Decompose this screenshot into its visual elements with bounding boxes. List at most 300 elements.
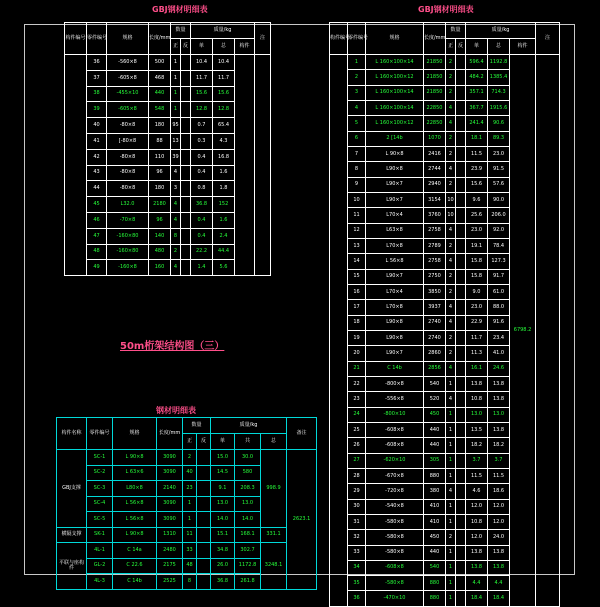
mass-total-cell: 11.7 [213, 70, 235, 86]
mass-unit-cell: 4.4 [466, 576, 488, 591]
part-no-cell: 22 [348, 376, 366, 391]
spec-cell: L 160×100×14 [366, 55, 424, 70]
table1 [64, 22, 271, 276]
header-note: 备注 [287, 418, 317, 450]
qty-a-cell: 4 [446, 361, 456, 376]
length-cell: 548 [149, 102, 171, 118]
spec-cell: L80×8 [113, 481, 157, 497]
qty-b-cell [456, 284, 466, 299]
mass-total-cell: 88.0 [488, 300, 510, 315]
mass-unit-cell: 18.1 [466, 131, 488, 146]
length-cell: 480 [149, 244, 171, 260]
qty-a-cell: 1 [446, 407, 456, 422]
qty-a-cell: 13 [171, 133, 181, 149]
spec-cell: L90×7 [366, 269, 424, 284]
header-mass: 质量/kg [211, 418, 287, 434]
length-cell: 3937 [424, 300, 446, 315]
qty-a-cell: 1 [171, 86, 181, 102]
mass-unit-cell: 11.3 [466, 346, 488, 361]
spec-cell: -160×80 [107, 244, 149, 260]
part-no-cell: SC-4 [87, 496, 113, 512]
mass-unit-cell: 12.8 [191, 102, 213, 118]
length-cell: 450 [424, 530, 446, 545]
part-no-cell: 21 [348, 361, 366, 376]
part-no-cell: 9 [348, 177, 366, 192]
mass-unit-cell: 23.0 [466, 300, 488, 315]
qty-a-cell: 10 [446, 192, 456, 207]
spec-cell: -80×8 [107, 149, 149, 165]
mass-unit-cell: 14.0 [211, 512, 235, 528]
qty-a-cell: 4 [446, 254, 456, 269]
mass-total-cell: 30.0 [235, 450, 261, 466]
header-qty-b: 反 [181, 39, 191, 55]
length-cell: 540 [424, 560, 446, 575]
qty-b-cell [456, 330, 466, 345]
qty-a-cell: 40 [183, 465, 197, 481]
spec-cell: L70×8 [366, 300, 424, 315]
spec-cell: -80×8 [107, 181, 149, 197]
header-mass-unit: 单 [191, 39, 213, 55]
mass-total-cell: 5.6 [213, 260, 235, 276]
qty-a-cell: 1 [446, 499, 456, 514]
header-qty: 数量 [171, 23, 191, 39]
length-cell: 21850 [424, 70, 446, 85]
mass-total-cell: 18.4 [488, 591, 510, 606]
spec-cell: -455×10 [107, 86, 149, 102]
subtotal-cell: 998.9 [261, 450, 287, 528]
qty-b-cell [197, 481, 211, 497]
qty-b-cell [456, 85, 466, 100]
part-no-cell: 39 [87, 102, 107, 118]
part-no-cell: 27 [348, 453, 366, 468]
qty-a-cell: 1 [446, 422, 456, 437]
qty-a-cell: 48 [183, 558, 197, 574]
qty-a-cell: 1 [446, 514, 456, 529]
mass-unit-cell: 367.7 [466, 100, 488, 115]
qty-b-cell [181, 228, 191, 244]
length-cell: 21850 [424, 85, 446, 100]
qty-a-cell: 11 [183, 527, 197, 543]
qty-b-cell [456, 177, 466, 192]
mass-total-cell: 1192.8 [488, 55, 510, 70]
qty-a-cell: 2 [446, 530, 456, 545]
header-member: 构件 [235, 39, 255, 55]
mass-total-cell: 3.7 [488, 453, 510, 468]
header-qty-b: 反 [456, 39, 466, 55]
mass-unit-cell: 0.8 [191, 181, 213, 197]
mass-total-cell: 302.7 [235, 543, 261, 559]
qty-b-cell [181, 55, 191, 71]
mass-unit-cell: 4.6 [466, 484, 488, 499]
length-cell: 140 [149, 228, 171, 244]
spec-cell: -540×8 [366, 499, 424, 514]
mass-unit-cell: 0.4 [191, 228, 213, 244]
qty-b-cell [456, 576, 466, 591]
spec-cell: -608×8 [366, 422, 424, 437]
qty-a-cell: 4 [446, 116, 456, 131]
part-no-cell: 41 [87, 133, 107, 149]
mass-unit-cell: 13.8 [466, 545, 488, 560]
component-name-cell: GBJ支撑 [57, 450, 87, 528]
length-cell: 2940 [424, 177, 446, 192]
mass-total-cell: 580 [235, 465, 261, 481]
header-spec: 规格 [107, 23, 149, 55]
part-no-cell: 12 [348, 223, 366, 238]
part-no-cell: 37 [87, 70, 107, 86]
part-no-cell: SC-5 [87, 512, 113, 528]
part-no-cell: 29 [348, 484, 366, 499]
length-cell: 380 [424, 484, 446, 499]
mass-total-cell: 91.6 [488, 315, 510, 330]
qty-a-cell: 23 [183, 481, 197, 497]
mass-total-cell: 168.1 [235, 527, 261, 543]
spec-cell: C 14b [113, 574, 157, 590]
qty-a-cell: 1 [446, 438, 456, 453]
mass-total-cell: 15.6 [213, 86, 235, 102]
qty-a-cell: 1 [171, 55, 181, 71]
spec-cell: -80×8 [107, 165, 149, 181]
spec-cell: L 90×8 [113, 450, 157, 466]
length-cell: 22850 [424, 116, 446, 131]
grand-total-cell: 2623.1 [287, 450, 317, 590]
part-no-cell: 25 [348, 422, 366, 437]
spec-cell: -580×8 [366, 545, 424, 560]
mass-unit-cell: 0.4 [191, 212, 213, 228]
qty-b-cell [181, 197, 191, 213]
mass-total-cell: 12.8 [213, 102, 235, 118]
spec-cell: 2 [14b [366, 131, 424, 146]
length-cell: 440 [424, 438, 446, 453]
qty-b-cell [456, 499, 466, 514]
mass-unit-cell: 13.0 [466, 407, 488, 422]
qty-b-cell [456, 70, 466, 85]
part-no-cell: 34 [348, 560, 366, 575]
mass-total-cell: 11.5 [488, 468, 510, 483]
length-cell: 2860 [424, 346, 446, 361]
mass-unit-cell: 10.4 [191, 55, 213, 71]
part-no-cell: 47 [87, 228, 107, 244]
qty-b-cell [456, 192, 466, 207]
qty-b-cell [456, 131, 466, 146]
mass-total-cell: 206.0 [488, 208, 510, 223]
qty-a-cell: 4 [446, 484, 456, 499]
drawing-title: 50m桁架结构图（三） [120, 341, 225, 352]
qty-a-cell: 10 [446, 208, 456, 223]
component-name-cell: 平联与座构件 [57, 543, 87, 590]
header-qty: 数量 [446, 23, 466, 39]
header-qty: 数量 [183, 418, 211, 434]
spec-cell: -800×10 [366, 407, 424, 422]
mass-unit-cell: 9.1 [211, 481, 235, 497]
mass-total-cell: 208.3 [235, 481, 261, 497]
mass-unit-cell: 0.3 [191, 133, 213, 149]
spec-cell: -160×8 [107, 260, 149, 276]
header-mass-total: 总 [213, 39, 235, 55]
qty-a-cell: 4 [171, 165, 181, 181]
length-cell: 2758 [424, 254, 446, 269]
qty-b-cell [456, 453, 466, 468]
header-qty-a: 正 [446, 39, 456, 55]
table-row [330, 55, 560, 70]
table2 [329, 22, 560, 607]
spec-cell: L63×8 [366, 223, 424, 238]
qty-b-cell [456, 146, 466, 161]
qty-a-cell: 2 [446, 330, 456, 345]
header-component-no: 构件编号 [65, 23, 87, 55]
spec-cell: L 56×8 [366, 254, 424, 269]
spec-cell: -720×8 [366, 484, 424, 499]
mass-total-cell: 1385.4 [488, 70, 510, 85]
mass-total-cell: 92.0 [488, 223, 510, 238]
mass-unit-cell: 10.8 [466, 514, 488, 529]
length-cell: 2175 [157, 558, 183, 574]
mass-unit-cell: 16.1 [466, 361, 488, 376]
qty-b-cell [456, 438, 466, 453]
mass-total-cell: 41.0 [488, 346, 510, 361]
mass-total-cell: 2.4 [213, 228, 235, 244]
qty-b-cell [456, 269, 466, 284]
qty-a-cell: 2 [446, 146, 456, 161]
component-name-cell: 横隔支撑 [57, 527, 87, 543]
qty-b-cell [197, 496, 211, 512]
mass-unit-cell: 14.5 [211, 465, 235, 481]
length-cell: 2744 [424, 162, 446, 177]
length-cell: 468 [149, 70, 171, 86]
spec-cell: L90×8 [366, 330, 424, 345]
length-cell: 21850 [424, 55, 446, 70]
qty-b-cell [456, 545, 466, 560]
part-no-cell: 49 [87, 260, 107, 276]
table3 [56, 417, 317, 590]
spec-cell: L 160×100×12 [366, 116, 424, 131]
part-no-cell: 35 [348, 576, 366, 591]
part-no-cell: 3 [348, 85, 366, 100]
mass-total-cell: 13.8 [488, 376, 510, 391]
length-cell: 440 [424, 545, 446, 560]
header-part-no: 零件编号 [87, 23, 107, 55]
header-note: 注 [536, 23, 560, 55]
part-no-cell: 42 [87, 149, 107, 165]
mass-total-cell: 61.0 [488, 284, 510, 299]
qty-b-cell [456, 530, 466, 545]
mass-unit-cell: 15.1 [211, 527, 235, 543]
length-cell: 2525 [157, 574, 183, 590]
part-no-cell: 4L-1 [87, 543, 113, 559]
qty-b-cell [181, 244, 191, 260]
spec-cell: -556×8 [366, 392, 424, 407]
header-qty-b: 反 [197, 434, 211, 450]
length-cell: 2789 [424, 238, 446, 253]
length-cell: 410 [424, 499, 446, 514]
qty-a-cell: 1 [446, 545, 456, 560]
qty-b-cell [456, 116, 466, 131]
mass-unit-cell: 11.5 [466, 146, 488, 161]
length-cell: 1310 [157, 527, 183, 543]
mass-total-cell: 1.6 [213, 212, 235, 228]
part-no-cell: 16 [348, 284, 366, 299]
qty-b-cell [181, 212, 191, 228]
mass-total-cell: 127.3 [488, 254, 510, 269]
part-no-cell: 1 [348, 55, 366, 70]
spec-cell: L90×7 [366, 346, 424, 361]
spec-cell: L 160×100×12 [366, 70, 424, 85]
length-cell: 2140 [157, 481, 183, 497]
mass-unit-cell: 18.2 [466, 438, 488, 453]
subtotal-cell: 3248.1 [261, 543, 287, 590]
qty-a-cell: 2 [446, 177, 456, 192]
qty-b-cell [197, 558, 211, 574]
length-cell: 410 [424, 514, 446, 529]
qty-b-cell [456, 361, 466, 376]
part-no-cell: SC-2 [87, 465, 113, 481]
mass-total-cell: 23.0 [488, 146, 510, 161]
qty-b-cell [197, 450, 211, 466]
qty-a-cell: 3 [171, 181, 181, 197]
length-cell: 2740 [424, 330, 446, 345]
length-cell: 880 [424, 576, 446, 591]
qty-a-cell: 2 [446, 85, 456, 100]
spec-cell: L70×4 [366, 208, 424, 223]
qty-a-cell: 8 [171, 228, 181, 244]
qty-b-cell [456, 315, 466, 330]
part-no-cell: 4L-3 [87, 574, 113, 590]
mass-unit-cell: 12.0 [466, 499, 488, 514]
spec-cell: L90×7 [366, 177, 424, 192]
part-no-cell: 46 [87, 212, 107, 228]
spec-cell: -620×10 [366, 453, 424, 468]
length-cell: 2750 [424, 269, 446, 284]
mass-total-cell: 10.4 [213, 55, 235, 71]
spec-cell: -800×8 [366, 376, 424, 391]
length-cell: 1070 [424, 131, 446, 146]
qty-a-cell: 1 [446, 591, 456, 606]
part-no-cell: 17 [348, 300, 366, 315]
mass-total-cell: 714.3 [488, 85, 510, 100]
qty-a-cell: 2 [446, 284, 456, 299]
part-no-cell: SC-3 [87, 481, 113, 497]
qty-b-cell [197, 574, 211, 590]
qty-b-cell [181, 260, 191, 276]
mass-unit-cell: 23.9 [466, 162, 488, 177]
length-cell: 180 [149, 118, 171, 134]
qty-a-cell: 4 [446, 100, 456, 115]
qty-b-cell [456, 514, 466, 529]
mass-unit-cell: 596.4 [466, 55, 488, 70]
mass-unit-cell: 0.4 [191, 149, 213, 165]
table-row [57, 450, 317, 466]
mass-total-cell: 1172.8 [235, 558, 261, 574]
part-no-cell: 5 [348, 116, 366, 131]
mass-unit-cell: 36.8 [191, 197, 213, 213]
length-cell: 305 [424, 453, 446, 468]
qty-a-cell: 1 [446, 376, 456, 391]
qty-b-cell [456, 376, 466, 391]
part-no-cell: 20 [348, 346, 366, 361]
spec-cell: -580×8 [366, 530, 424, 545]
length-cell: 440 [424, 422, 446, 437]
mass-unit-cell: 9.0 [466, 284, 488, 299]
part-no-cell: 40 [87, 118, 107, 134]
part-no-cell: 43 [87, 165, 107, 181]
mass-total-cell: 1.6 [213, 165, 235, 181]
header-mass: 质量/kg [191, 23, 255, 39]
qty-a-cell: 2 [446, 346, 456, 361]
mass-total-cell: 65.4 [213, 118, 235, 134]
part-no-cell: 48 [87, 244, 107, 260]
part-no-cell: 2 [348, 70, 366, 85]
header-mass-unit: 单 [466, 39, 488, 55]
qty-a-cell: 1 [171, 70, 181, 86]
qty-a-cell: 4 [446, 223, 456, 238]
qty-a-cell: 4 [446, 392, 456, 407]
mass-total-cell: 12.0 [488, 514, 510, 529]
mass-total-cell: 23.4 [488, 330, 510, 345]
qty-b-cell [181, 165, 191, 181]
qty-a-cell: 1 [446, 468, 456, 483]
table-row [65, 55, 271, 71]
table-row [57, 527, 317, 543]
qty-b-cell [456, 422, 466, 437]
qty-a-cell: 1 [446, 576, 456, 591]
header-spec: 规格 [113, 418, 157, 450]
length-cell: 96 [149, 165, 171, 181]
mass-unit-cell: 10.8 [466, 392, 488, 407]
spec-cell: -608×8 [366, 560, 424, 575]
header-part-no: 零件编号 [348, 23, 366, 55]
length-cell: 3090 [157, 496, 183, 512]
subtotal-cell: 331.1 [261, 527, 287, 543]
part-no-cell: 19 [348, 330, 366, 345]
part-no-cell: 10 [348, 192, 366, 207]
spec-cell: -605×8 [107, 102, 149, 118]
length-cell: 2740 [424, 315, 446, 330]
part-no-cell: 30 [348, 499, 366, 514]
mass-unit-cell: 23.0 [466, 223, 488, 238]
header-member: 构件 [510, 39, 536, 55]
mass-total-cell: 44.4 [213, 244, 235, 260]
spec-cell: -580×8 [366, 514, 424, 529]
spec-cell: L70×8 [366, 238, 424, 253]
qty-b-cell [181, 70, 191, 86]
qty-b-cell [181, 118, 191, 134]
mass-total-cell: 89.3 [488, 131, 510, 146]
mass-unit-cell: 34.8 [211, 543, 235, 559]
mass-total-cell: 24.0 [488, 530, 510, 545]
part-no-cell: 28 [348, 468, 366, 483]
mass-unit-cell: 13.5 [466, 422, 488, 437]
spec-cell: -470×10 [366, 591, 424, 606]
note-cell [536, 55, 560, 607]
mass-unit-cell: 13.8 [466, 560, 488, 575]
header-part-no: 零件编号 [87, 418, 113, 450]
part-no-cell: 11 [348, 208, 366, 223]
length-cell: 520 [424, 392, 446, 407]
spec-cell: C 14a [113, 543, 157, 559]
mass-unit-cell: 15.6 [191, 86, 213, 102]
qty-b-cell [456, 254, 466, 269]
qty-b-cell [456, 55, 466, 70]
qty-b-cell [456, 591, 466, 606]
mass-total-cell: 13.8 [488, 392, 510, 407]
mass-unit-cell: 13.8 [466, 376, 488, 391]
mass-unit-cell: 13.0 [211, 496, 235, 512]
length-cell: 96 [149, 212, 171, 228]
mass-total-cell: 24.6 [488, 361, 510, 376]
length-cell: 3090 [157, 450, 183, 466]
spec-cell: L90×7 [366, 192, 424, 207]
length-cell: 440 [149, 86, 171, 102]
header-mass-unit: 单 [211, 434, 235, 450]
